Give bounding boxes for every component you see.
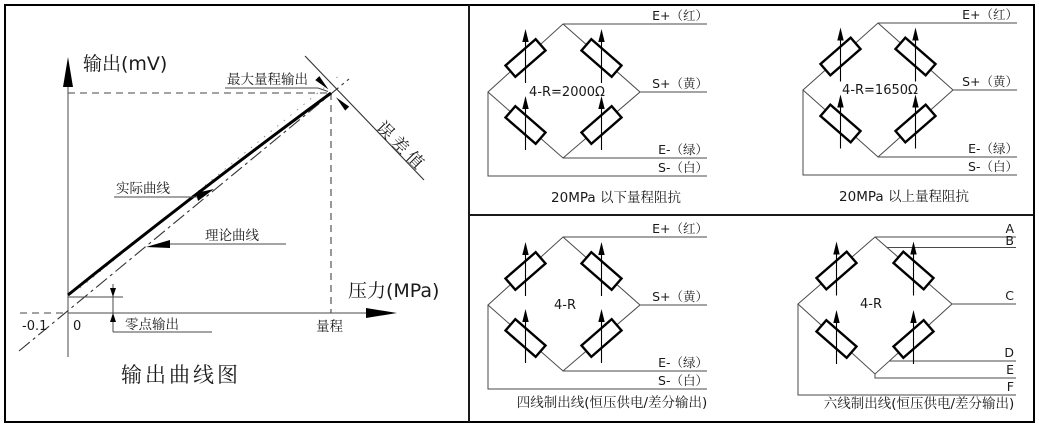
range-tick-label: 量程: [316, 319, 343, 335]
max-range-output-label: 最大量程输出: [227, 72, 308, 88]
error-value-callout: [305, 56, 430, 180]
wire-label-s-plus: S+（黄）: [652, 289, 708, 304]
wire-label-f: F: [1006, 379, 1014, 394]
wire-label-e-minus: E-（绿）: [968, 141, 1018, 156]
bridge-center-label: 4-R=1650Ω: [842, 83, 918, 98]
strain-gauge-icon: [505, 96, 545, 150]
strain-gauge-icon: [505, 309, 545, 363]
wire-label-s-plus: S+（黄）: [962, 74, 1018, 89]
bridge-center-label: 4-R=2000Ω: [529, 85, 605, 100]
bridge-six-wire: [798, 221, 1016, 412]
theoretical-curve-callout: [146, 227, 286, 248]
x-axis: [20, 308, 397, 318]
wire-label-e-plus: E+（红）: [652, 8, 708, 23]
wire-label-s-minus: S-（白）: [658, 373, 708, 388]
strain-gauge-icon: [581, 242, 621, 296]
strain-gauge-icon: [893, 310, 933, 364]
bridge-four-wire: [488, 221, 708, 411]
zero-arrow-up-icon: [110, 313, 116, 322]
bridge-caption: 四线制出线(恒压供电/差分输出): [516, 395, 708, 411]
max-range-output-callout: [225, 71, 328, 92]
wire-label-b: B: [1005, 233, 1014, 248]
y-axis: [63, 57, 73, 357]
wire-label-d: D: [1004, 345, 1014, 360]
x-tick-zero: 0: [73, 319, 82, 334]
strain-gauge-icon: [820, 28, 860, 82]
theoretical-curve-label: 理论曲线: [205, 228, 259, 244]
strain-gauge-icon: [895, 95, 935, 149]
y-axis-label: 输出(mV): [83, 53, 168, 75]
wire-label-e: E: [1006, 362, 1014, 377]
bridge-caption: 六线制出线(恒压供电/差分输出): [823, 396, 1015, 412]
strain-gauge-icon: [505, 29, 545, 83]
x-axis-arrow-icon: [366, 308, 397, 318]
chart-caption: 输出曲线图: [121, 363, 241, 387]
zero-output-label: 零点输出: [125, 317, 179, 333]
actual-curve-label: 实际曲线: [116, 181, 170, 197]
wire-label-s-minus: S-（白）: [658, 160, 708, 175]
bridge-caption: 20MPa 以上量程阻抗: [839, 189, 969, 205]
x-tick-neg: -0.1: [22, 319, 48, 334]
bridge-center-label: 4-R: [554, 298, 576, 313]
bridge-caption: 20MPa 以下量程阻抗: [551, 190, 681, 206]
bridge-over-20mpa: [803, 7, 1018, 205]
wire-label-e-plus: E+（红）: [962, 7, 1018, 22]
error-value-label: 误差值: [371, 117, 431, 177]
wire-label-s-minus: S-（白）: [968, 159, 1018, 174]
wire-label-e-plus: E+（红）: [652, 221, 708, 236]
zero-output-marker: [68, 284, 212, 333]
bridge-under-20mpa: [488, 8, 708, 206]
panel-divider-horizontal: [470, 214, 1033, 216]
wire-label-s-plus: S+（黄）: [652, 76, 708, 91]
strain-gauge-icon: [581, 29, 621, 83]
strain-gauge-icon: [895, 28, 935, 82]
wire-label-a: A: [1005, 221, 1014, 236]
strain-gauge-icon: [820, 95, 860, 149]
zero-arrow-down-icon: [110, 288, 116, 297]
wire-label-c: C: [1005, 288, 1014, 303]
wire-label-e-minus: E-（绿）: [658, 142, 708, 157]
output-curve-chart: [0, 0, 470, 428]
bridge-center-label: 4-R: [860, 297, 882, 312]
wire-label-e-minus: E-（绿）: [658, 355, 708, 370]
strain-gauge-icon: [816, 242, 856, 296]
strain-gauge-icon: [581, 309, 621, 363]
strain-gauge-icon: [893, 242, 933, 296]
strain-gauge-icon: [581, 96, 621, 150]
y-axis-arrow-icon: [63, 57, 73, 87]
x-axis-label: 压力(MPa): [348, 280, 440, 302]
strain-gauge-icon: [505, 242, 545, 296]
strain-gauge-icon: [816, 310, 856, 364]
